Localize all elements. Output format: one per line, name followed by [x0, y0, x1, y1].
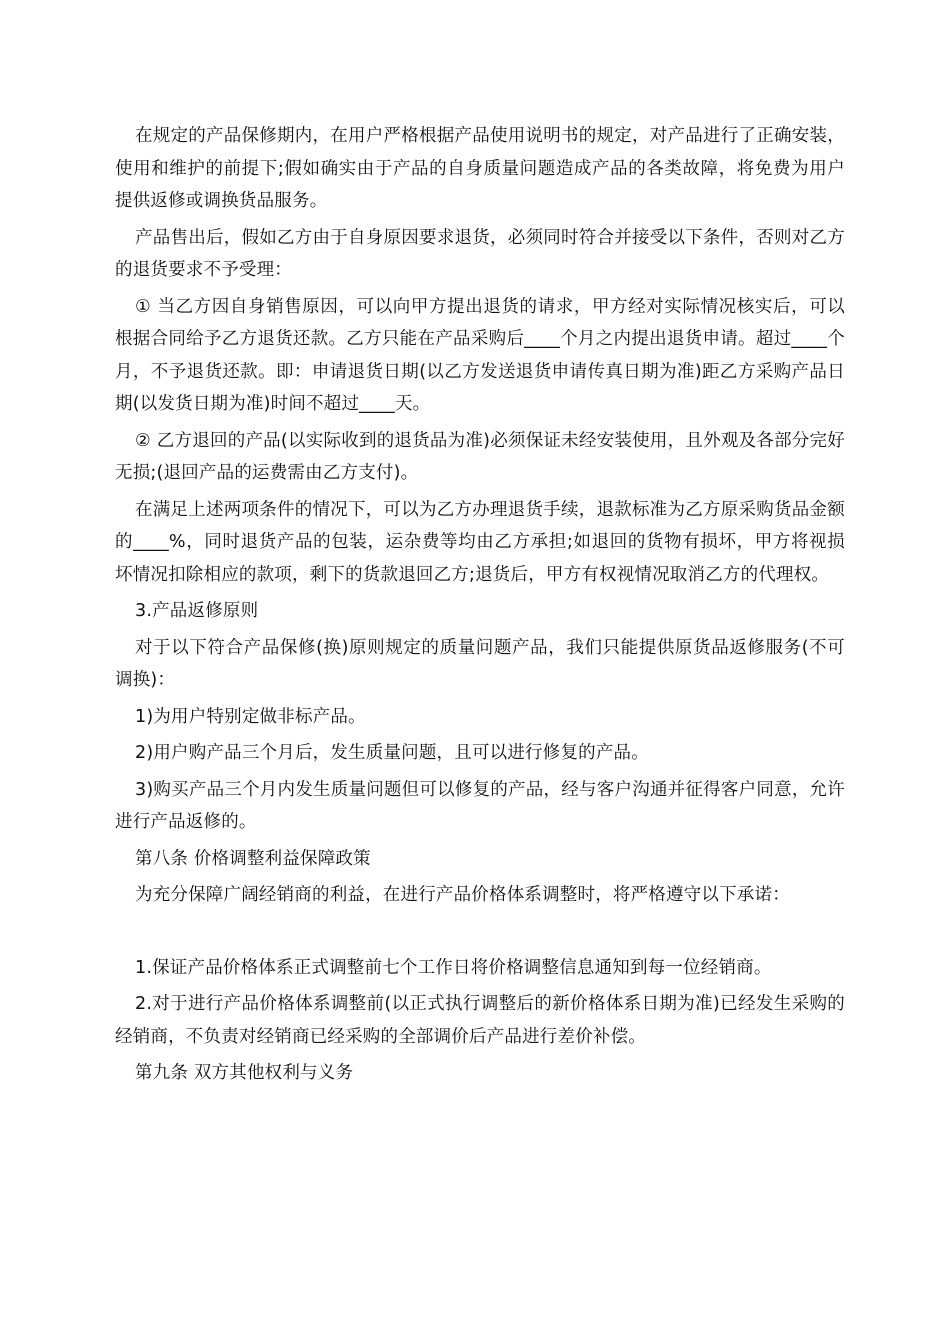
paragraph-condition-2: ② 乙方退回的产品(以实际收到的退货品为准)必须保证未经安装使用，且外观及各部分完好无损;(退回产品的运费需由乙方支付)。: [115, 430, 845, 483]
paragraph-refund-standard: 在满足上述两项条件的情况下，可以为乙方办理退货手续，退款标准为乙方原采购货品金额的____%，同时退货产品的包装，运杂费等均由乙方承担;如退回的货物有损坏，甲方将视损坏情况扣除相应的款项，剩下的货款退回乙方;退货后，甲方有权视情况取消乙方的代理权。: [115, 499, 845, 585]
document-body: [115, 120, 845, 1094]
paragraph-warranty-period: 在规定的产品保修期内，在用户严格根据产品使用说明书的规定，对产品进行了正确安装，使用和维护的前提下;假如确实由于产品的自身质量问题造成产品的各类故障，将免费为用户提供返修或调换货品服务。: [115, 126, 845, 211]
paragraph-price-commitment: 为充分保障广阔经销商的利益，在进行产品价格体系调整时，将严格遵守以下承诺：: [135, 885, 790, 905]
blank-line: [115, 916, 845, 952]
list-item-repair-3: 3)购买产品三个月内发生质量问题但可以修复的产品，经与客户沟通并征得客户同意，允许进行产品返修的。: [115, 779, 845, 832]
heading-article-8: 第八条 价格调整利益保障政策: [135, 848, 371, 869]
list-item-price-1: 1.保证产品价格体系正式调整前七个工作日将价格调整信息通知到每一位经销商。: [135, 957, 772, 978]
heading-article-9: 第九条 双方其他权利与义务: [135, 1063, 354, 1083]
paragraph-repair-scope: 对于以下符合产品保修(换)原则规定的质量问题产品，我们只能提供原货品返修服务(不可调换)：: [115, 637, 845, 690]
list-item-repair-1: 1)为用户特别定做非标产品。: [135, 706, 366, 727]
heading-repair-principle: 3.产品返修原则: [135, 601, 259, 621]
list-item-price-2: 2.对于进行产品价格体系调整前(以正式执行调整后的新价格体系日期为准)已经发生采购的经销商，不负责对经销商已经采购的全部调价后产品进行差价补偿。: [115, 994, 845, 1047]
paragraph-return-conditions: 产品售出后，假如乙方由于自身原因要求退货，必须同时符合并接受以下条件，否则对乙方的退货要求不予受理：: [115, 227, 845, 280]
paragraph-condition-1: ① 当乙方因自身销售原因，可以向甲方提出退货的请求，甲方经对实际情况核实后，可以根据合同给予乙方退货还款。乙方只能在产品采购后____个月之内提出退货申请。超过____个月，不予退货还款。即：申请退货日期(以乙方发送退货申请传真日期为准)距乙方采购产品日期(以发货日期为准)时间不超过____天。: [115, 296, 845, 414]
list-item-repair-2: 2)用户购产品三个月后，发生质量问题，且可以进行修复的产品。: [135, 743, 649, 763]
